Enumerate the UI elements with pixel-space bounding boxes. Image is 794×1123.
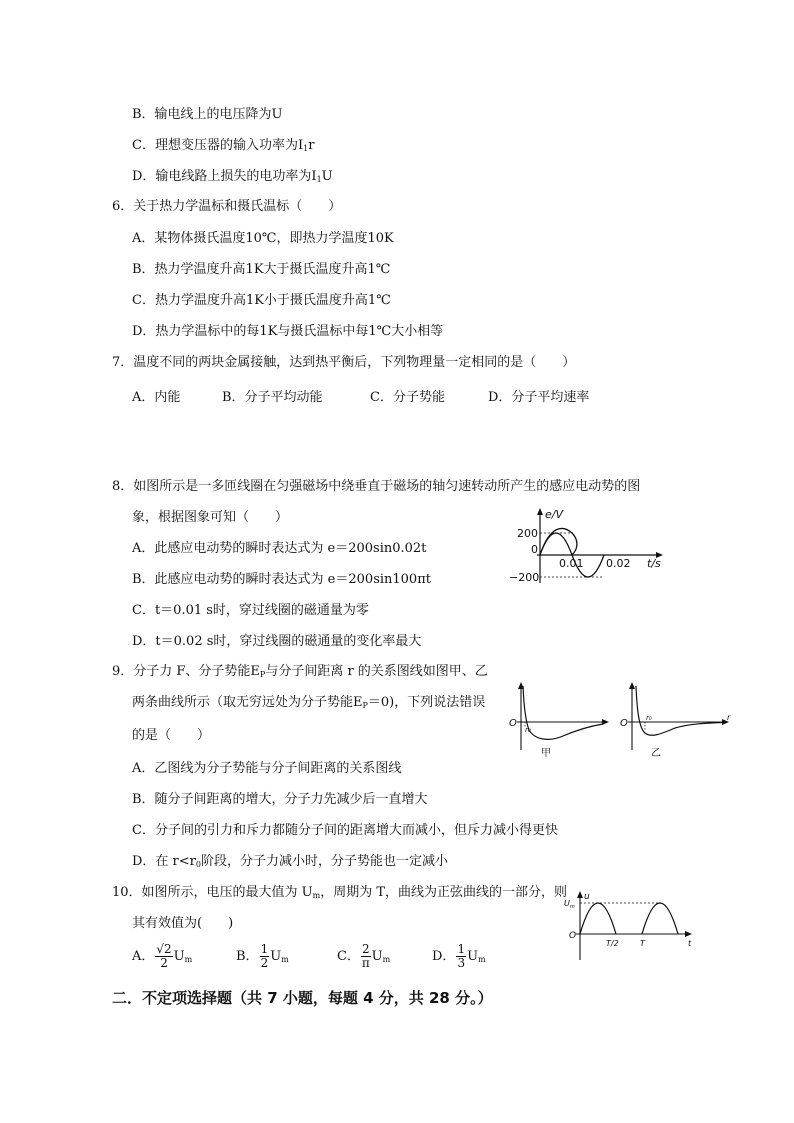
q9-stem-line1: 9．分子力 F、分子势能$E_P$与分子间距离 r 的关系图线如图甲、乙 <box>112 664 488 679</box>
q9-option-d: D．在 $r<r_0$阶段，分子力减小时，分子势能也一定减小 <box>132 854 448 869</box>
q8-ytick-top: 200 <box>517 527 538 540</box>
q8-option-d: D．t＝0.02 s时，穿过线圈的磁通量的变化率最大 <box>132 634 422 649</box>
q9-left-x-arrow <box>602 719 609 725</box>
q8-stem-line1: 8．如图所示是一多匝线圈在匀强磁场中绕垂直于磁场的轴匀速转动所产生的感应电动势的图 <box>112 479 641 494</box>
q6-option-d: D．热力学温标中的每1K与摄氏温标中每1℃大小相等 <box>132 324 444 339</box>
q8-xlabel: t/s <box>647 557 661 570</box>
q5-option-c: C．理想变压器的输入功率为$I_1r$ <box>132 138 315 153</box>
q10-option-d-fraction: $\frac{1}{3}$ <box>457 942 466 970</box>
q10-option-b-fraction: $\frac{1}{2}$ <box>260 942 269 970</box>
q9-right-caption: 乙 <box>651 748 661 759</box>
q6-stem: 6．关于热力学温标和摄氏温标（ ） <box>112 199 342 214</box>
q6-option-a: A．某物体摄氏温度10℃，即热力学温度10K <box>132 231 394 246</box>
q8-xtick-1: 0.01 <box>559 557 584 570</box>
q9-right-origin: O <box>620 718 628 729</box>
q8-emf-graph <box>505 505 670 587</box>
q9-stem-line3: 的是（ ） <box>132 728 211 743</box>
q10-xtick-1: T/2 <box>606 939 619 948</box>
q7-option-c: C．分子势能 <box>370 390 445 405</box>
q10-ylabel: u <box>584 892 590 902</box>
q10-option-b: B． $\frac{1}{2}$ $U_m$ <box>236 942 289 970</box>
q9-right-axis-r: r <box>727 713 731 722</box>
q9-molecular-graphs <box>505 680 733 760</box>
q9-option-c: C．分子间的引力和斥力都随分子间的距离增大而减小，但斥力减小得更快 <box>132 823 558 838</box>
q8-y-arrow <box>537 508 543 515</box>
q10-option-c-fraction: $\frac{2}{\pi}$ <box>361 942 370 970</box>
q7-option-a: A．内能 <box>132 390 181 405</box>
q9-option-b: B．随分子间距离的增大，分子力先减少后一直增大 <box>132 792 428 807</box>
q10-option-a: A． $\frac{√2}{2}$ $U_m$ <box>132 942 193 970</box>
q10-y-arrow <box>577 891 583 898</box>
q10-stem-line2: 其有效值为( ) <box>132 916 234 931</box>
q10-half-sine-1 <box>580 903 616 934</box>
q10-um-label: $U_m$ <box>564 899 575 910</box>
q8-origin: 0 <box>531 543 538 556</box>
q9-left-caption: 甲 <box>541 748 551 759</box>
q8-option-c: C．t＝0.01 s时，穿过线圈的磁通量为零 <box>132 603 369 618</box>
q10-origin: O <box>569 931 577 941</box>
q6-option-c: C．热力学温度升高1K小于摄氏温度升高1℃ <box>132 293 391 308</box>
q8-xtick-2: 0.02 <box>606 557 631 570</box>
section-2-heading: 二．不定项选择题（共 7 小题，每题 4 分，共 28 分。） <box>112 989 493 1007</box>
q10-option-d: D． $\frac{1}{3}$ $U_m$ <box>432 942 486 970</box>
q9-left-r0: r₀ <box>525 726 531 734</box>
q10-option-a-fraction: $\frac{√2}{2}$ <box>156 942 172 970</box>
q10-half-sine-2 <box>642 903 678 934</box>
q10-stem-line1: 10．如图所示，电压的最大值为 $U_m$，周期为 T，曲线为正弦曲线的一部分，则 <box>112 885 568 900</box>
q10-voltage-graph <box>560 890 700 962</box>
q8-ylabel: e/V <box>545 508 563 521</box>
q10-x-arrow <box>685 931 692 937</box>
q9-option-a: A．乙图线为分子势能与分子间距离的关系图线 <box>132 761 402 776</box>
q7-option-d: D．分子平均速率 <box>488 390 590 405</box>
q10-option-c: C． $\frac{2}{\pi}$ $U_m$ <box>337 942 391 970</box>
q9-right-curve <box>636 686 723 735</box>
q10-xtick-2: T <box>640 939 645 948</box>
q7-stem: 7．温度不同的两块金属接触，达到热平衡后，下列物理量一定相同的是（ ） <box>112 355 576 370</box>
q8-option-b: B．此感应电动势的瞬时表达式为 e＝200sin100πt <box>132 572 431 587</box>
q5-option-b: B．输电线上的电压降为U <box>132 107 283 122</box>
q8-ytick-bottom: −200 <box>509 571 540 584</box>
q5-option-d: D．输电线路上损失的电功率为$I_1U$ <box>132 169 333 184</box>
q9-right-r0: r₀ <box>646 714 652 722</box>
q8-stem-line2: 象，根据图象可知（ ） <box>132 510 289 525</box>
q7-option-b: B．分子平均动能 <box>222 390 323 405</box>
q9-right-y-arrow <box>629 682 635 689</box>
q9-left-origin: O <box>509 718 517 729</box>
q10-xlabel: t <box>688 939 692 948</box>
q9-stem-line2: 两条曲线所示（取无穷远处为分子势能$E_P=0$)，下列说法错误 <box>132 695 486 710</box>
q6-option-b: B．热力学温度升高1K大于摄氏温度升高1℃ <box>132 262 391 277</box>
q9-left-curve <box>523 686 603 739</box>
q8-option-a: A．此感应电动势的瞬时表达式为 e＝200sin0.02t <box>132 541 427 556</box>
